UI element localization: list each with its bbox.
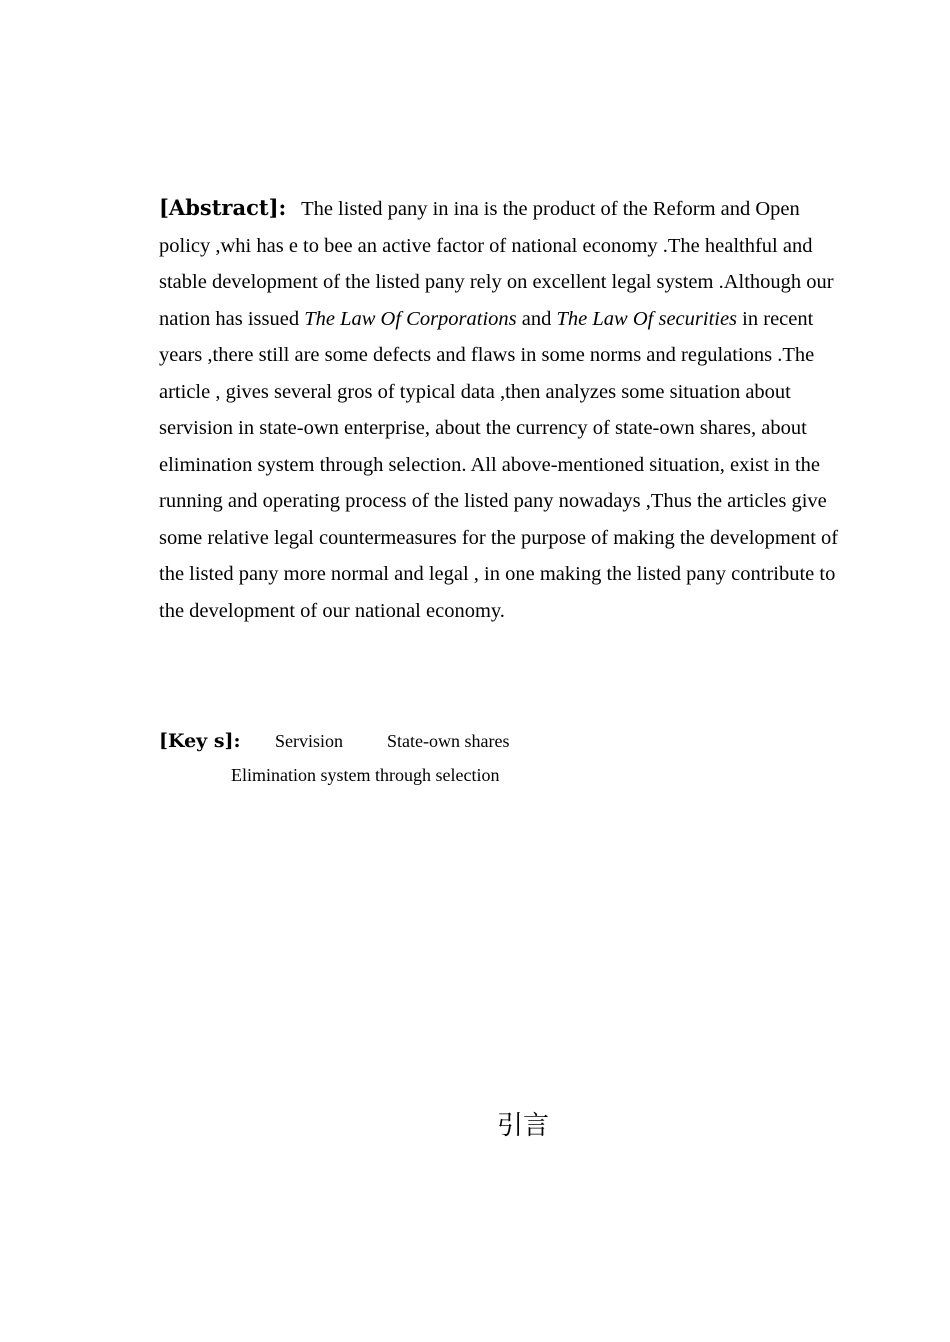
abstract-text-part2: and: [521, 307, 552, 330]
law-securities-title: The Law Of securities: [556, 307, 738, 330]
abstract-text-part3: in recent years ,there still are some defects and flaws in some norms and regulations .The article , gives several gros of typical data ,then analyzes some situation about servision in state-own enterprise, about the currency of state-own shares, about elimination system through selection. All above-mentioned situation, exist in the running and operating process of the listed pany nowadays ,Thus the articles give some relative legal countermeasures for the purpose of making the development of the listed pany more normal and legal , in one making the listed pany contribute to the development of our national economy.: [159, 307, 839, 622]
section-heading-introduction: 引言: [497, 1111, 550, 1141]
keywords-label: [Key s]:: [159, 730, 241, 752]
abstract-paragraph: [159, 190, 849, 629]
keyword-item: State-own shares: [387, 731, 510, 751]
abstract-label: [Abstract]:: [159, 195, 287, 220]
keyword-item: Elimination system through selection: [231, 765, 500, 785]
keyword-item: Servision: [275, 731, 344, 751]
abstract-text-part1: The listed pany in ina is the product of the Reform and Open policy ,whi has e to bee an active factor of national economy .The healthful and stable development of the listed pany rely on excellent legal system .Although our nation has issued: [159, 198, 834, 330]
law-corporations-title: The Law Of Corporations: [304, 307, 517, 330]
keywords-block: [159, 724, 859, 792]
